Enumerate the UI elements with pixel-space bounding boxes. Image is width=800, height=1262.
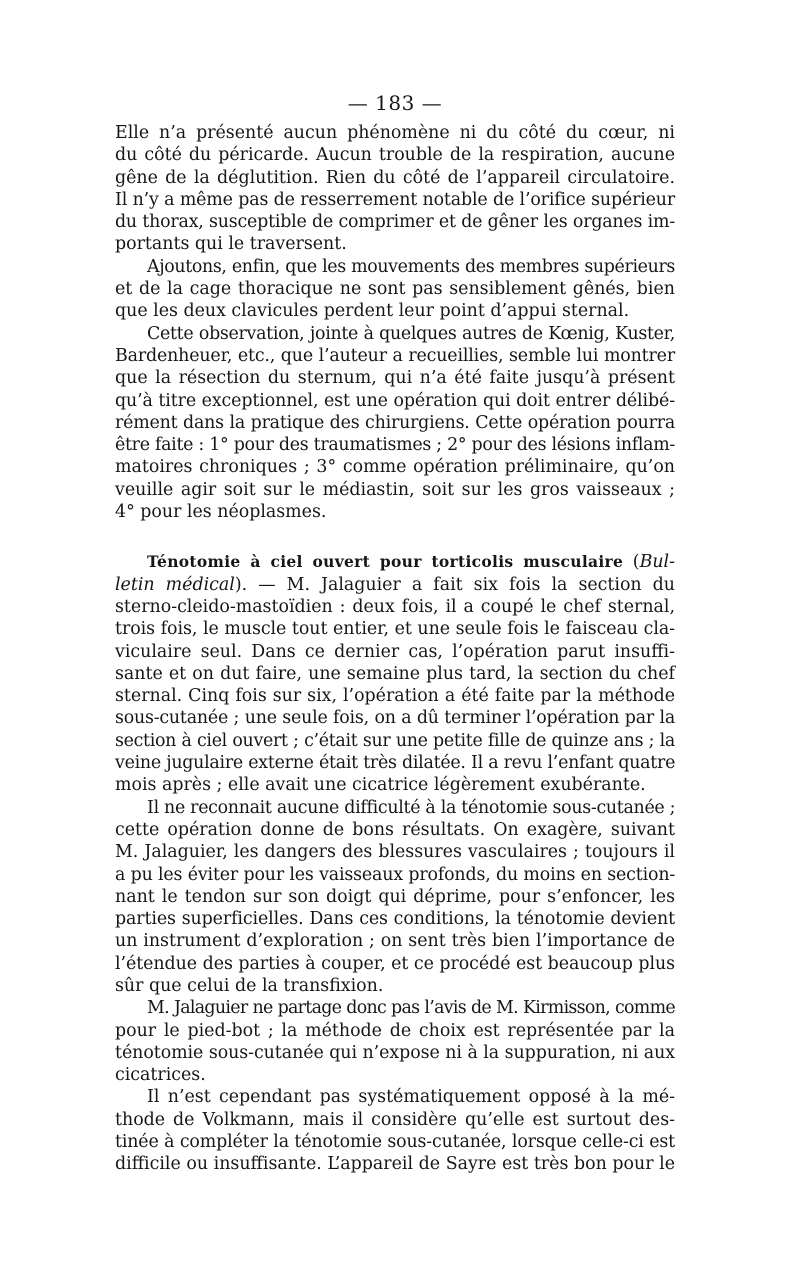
text-line: l’étendue des parties à couper, et ce procédé est beaucoup plus <box>115 953 675 974</box>
page-number: — 183 — <box>347 91 443 115</box>
text-line: 4° pour les néoplasmes. <box>115 502 327 523</box>
text-line: matoires chroniques ; 3° comme opération préliminaire, qu’on <box>115 457 675 478</box>
section-tenotomie <box>115 551 675 796</box>
text-line: que les deux clavicules perdent leur point d’appui sternal. <box>115 301 630 322</box>
text-line: tinée à compléter la ténotomie sous-cutanée, lorsque celle-ci est <box>115 1132 675 1153</box>
section-spacer <box>115 523 675 551</box>
text-line: cette opération donne de bons résultats. On exagère, suivant <box>115 819 675 840</box>
text-line <box>115 574 675 596</box>
text-line: mois après ; elle avait une cicatrice légèrement exubérante. <box>115 775 646 796</box>
text-line: Bardenheuer, etc., que l’auteur a recueillies, semble lui montrer <box>115 345 675 366</box>
paragraph-5 <box>115 797 675 998</box>
text-line: M. Jalaguier, les dangers des blessures vasculaires ; toujours il <box>115 842 675 863</box>
text-line: Il n’est cependant pas systématiquement opposé à la mé- <box>147 1087 675 1108</box>
source-italic-1: Bul- <box>639 552 675 573</box>
text-line: Cette observation, jointe à quelques autres de Kœnig, Kuster, <box>147 323 675 344</box>
text-line: pour le pied-bot ; la méthode de choix est représentée par la <box>115 1020 675 1041</box>
text-line: être faite : 1° pour des traumatismes ; 2° pour des lésions inflam- <box>115 435 675 456</box>
text-line: Elle n’a présenté aucun phénomène ni du côté du cœur, ni <box>115 123 675 143</box>
section-first-line-rest: — M. Jalaguier a fait six fois la section du <box>247 574 676 595</box>
text-line: trois fois, le muscle tout entier, et une seule fois le faisceau cla- <box>115 619 675 640</box>
text-line: a pu les éviter pour les vaisseaux profonds, du moins en section- <box>115 864 676 885</box>
section-heading-line <box>115 551 675 573</box>
text-line: veuille agir soit sur le médiastin, soit sur les gros vaisseaux ; <box>115 479 675 500</box>
source-italic-2: letin médical <box>115 574 235 595</box>
source-close: ). <box>234 574 248 595</box>
text-line: du thorax, susceptible de comprimer et de gêner les organes im- <box>115 212 675 233</box>
text-line: sante et on dut faire, une semaine plus tard, la section du chef <box>115 663 675 684</box>
paragraph-1 <box>115 122 675 256</box>
text-line: Il n’y a même pas de resserrement notable de l’orifice supérieur <box>115 189 675 210</box>
text-line: qu’à titre exceptionnel, est une opération qui doit entrer délibé- <box>115 390 675 411</box>
text-line: ténotomie sous-cutanée qui n’expose ni à la suppuration, ni aux <box>115 1042 675 1063</box>
paragraph-2 <box>115 256 675 323</box>
text-line: et de la cage thoracique ne sont pas sensiblement gênés, bien <box>115 279 675 300</box>
text-line: cicatrices. <box>115 1065 206 1086</box>
paragraph-6 <box>115 997 675 1086</box>
text-line: sternal. Cinq fois sur six, l’opération a été faite par la méthode <box>115 686 675 707</box>
text-line: que la résection du sternum, qui n’a été faite jusqu’à présent <box>115 368 675 389</box>
text-line: sûr que celui de la transfixion. <box>115 975 384 996</box>
text-line: thode de Volkmann, mais il considère qu’elle est surtout des- <box>115 1109 675 1130</box>
text-line: sous-cutanée ; une seule fois, on a dû terminer l’opération par la <box>115 708 675 729</box>
text-line: du côté du péricarde. Aucun trouble de la respiration, aucune <box>115 145 675 166</box>
text-line: M. Jalaguier ne partage donc pas l’avis de M. Kirmisson, comme <box>147 998 675 1019</box>
text-line: section à ciel ouvert ; c’était sur une petite fille de quinze ans ; la <box>115 730 675 751</box>
section-title: Ténotomie à ciel ouvert pour torticolis musculaire <box>147 552 624 572</box>
text-line: difficile ou insuffisante. L’appareil de Sayre est très bon pour le <box>115 1154 675 1175</box>
text-line: un instrument d’exploration ; on sent très bien l’importance de <box>115 931 675 952</box>
text-line: parties superficielles. Dans ces conditions, la ténotomie devient <box>115 909 675 930</box>
text-line: nant le tendon sur son doigt qui déprime, pour s’enfoncer, les <box>115 886 675 907</box>
text-line: gêne de la déglutition. Rien du côté de l’appareil circulatoire. <box>115 167 675 188</box>
source-open: ( <box>632 552 640 573</box>
paragraph-7 <box>115 1086 675 1175</box>
text-line: rément dans la pratique des chirurgiens. Cette opération pourra <box>115 412 675 433</box>
paragraph-3 <box>115 323 675 524</box>
text-line: sterno-cleido-mastoïdien : deux fois, il a coupé le chef sternal, <box>115 596 675 617</box>
text-line: Ajoutons, enfin, que les mouvements des membres supérieurs <box>147 256 675 277</box>
book-page <box>115 90 675 1176</box>
text-line: Il ne reconnait aucune difficulté à la ténotomie sous-cutanée ; <box>147 797 676 818</box>
text-line: portants qui le traversent. <box>115 234 347 255</box>
text-line: viculaire seul. Dans ce dernier cas, l’opération parut insuffi- <box>115 641 675 662</box>
text-line: veine jugulaire externe était très dilatée. Il a revu l’enfant quatre <box>115 753 676 774</box>
